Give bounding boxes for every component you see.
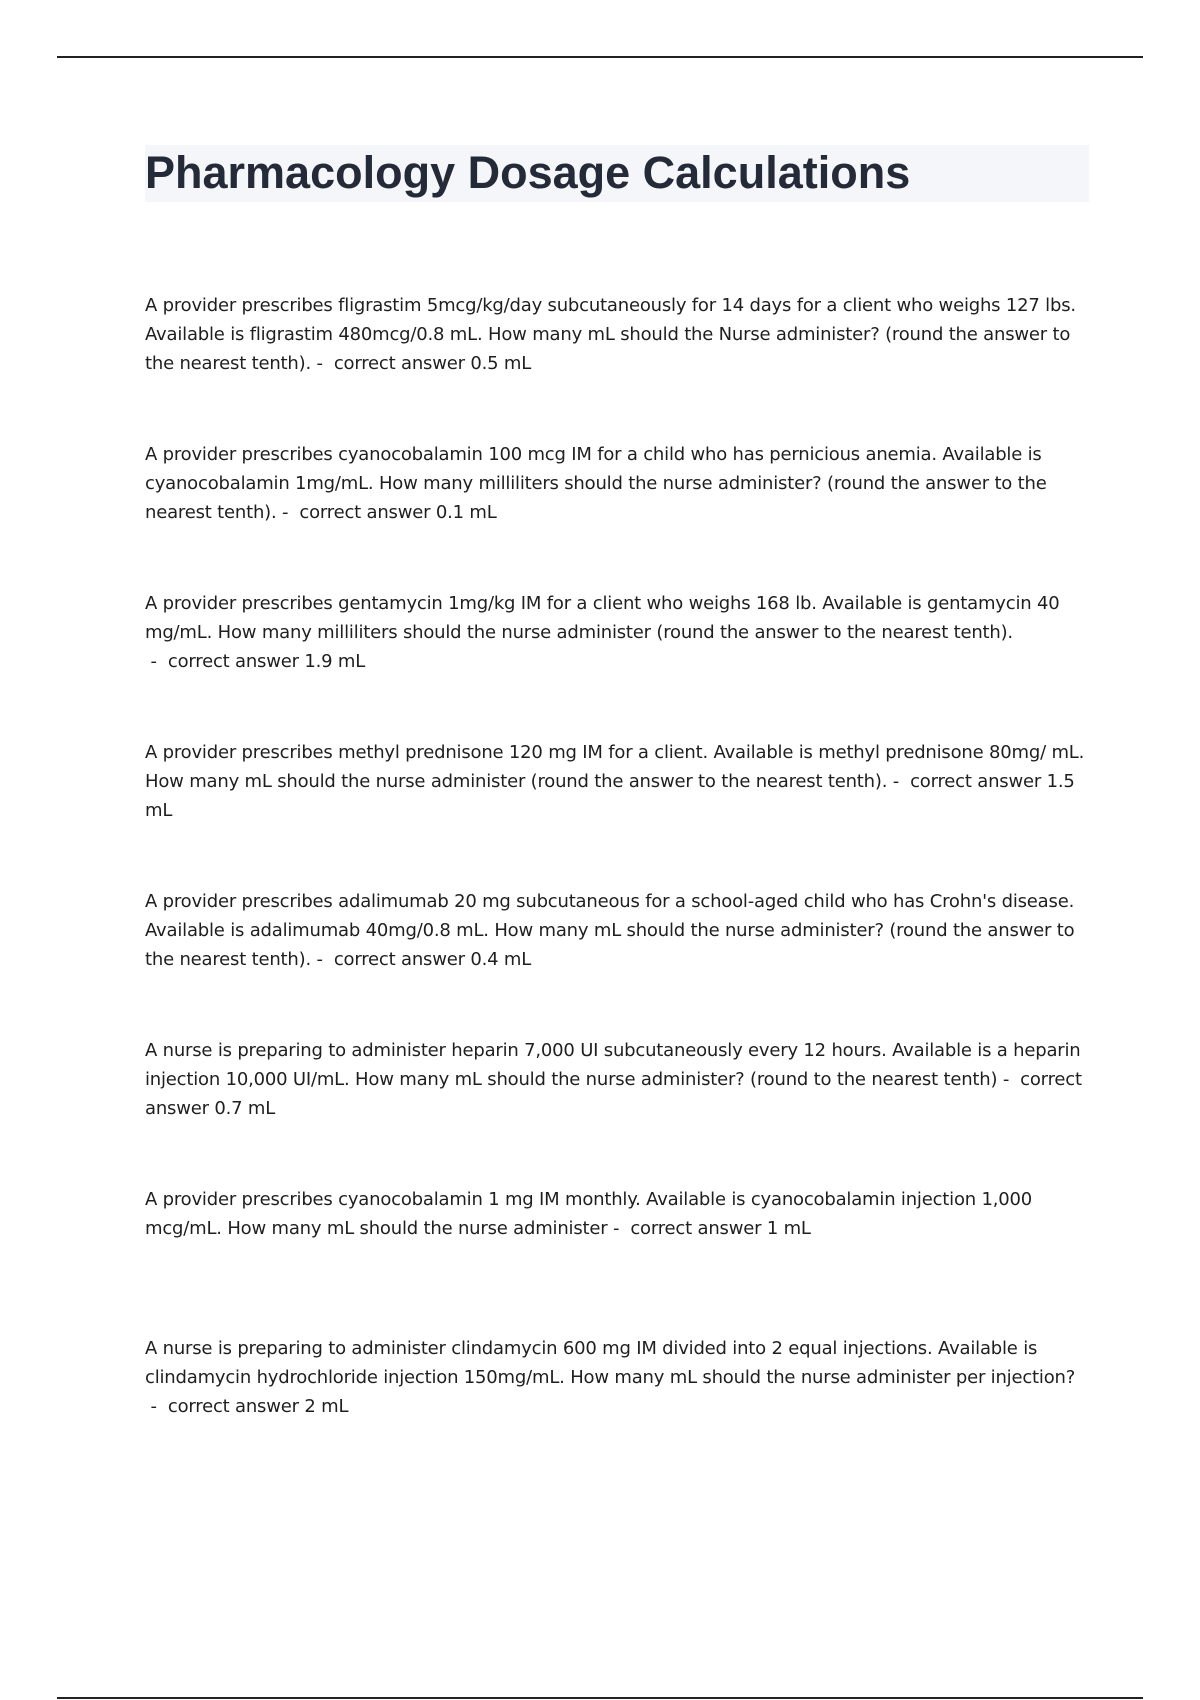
question-text: A provider prescribes adalimumab 20 mg subcutaneous for a school-aged child who has Crohn's disease. Available is adalimumab 40mg/0.8 mL. How many mL should the nurse administer? (round the answer to the nearest tenth). [145,891,1075,970]
answer-text: correct answer 0.7 mL [145,1069,1082,1119]
question-text: A nurse is preparing to administer clindamycin 600 mg IM divided into 2 equal injections. Available is clindamycin hydrochloride injection 150mg/mL. How many mL should the nurse administer per injection? [145,1338,1076,1388]
question-text: A provider prescribes fligrastim 5mcg/kg/day subcutaneously for 14 days for a client who weighs 127 lbs. Available is fligrastim 480mcg/0.8 mL. How many mL should the Nurse administer? (round the answer to the nearest tenth). [145,295,1076,374]
question-paragraph [145,1036,1090,1123]
question-paragraph [145,738,1090,825]
answer-separator: - [607,1218,631,1239]
question-paragraph [145,440,1090,527]
answer-text: correct answer 0.5 mL [333,353,532,374]
question-item [145,1185,1090,1334]
answer-separator: - [145,651,168,672]
question-item [145,1036,1090,1185]
question-paragraph [145,589,1090,676]
answer-text: correct answer 0.1 mL [299,502,497,523]
question-list [145,291,1090,1483]
question-paragraph [145,1185,1090,1243]
bottom-rule [57,1697,1143,1699]
question-text: A provider prescribes gentamycin 1mg/kg IM for a client who weighs 168 lb. Available is gentamycin 40 mg/mL. How many milliliters should the nurse administer (round the answer to the nearest tenth). [145,593,1060,643]
question-text: A nurse is preparing to administer heparin 7,000 UI subcutaneously every 12 hours. Available is a heparin injection 10,000 UI/mL. How many mL should the nurse administer? (round to the nearest tenth) [145,1040,1081,1090]
question-text: A provider prescribes cyanocobalamin 100 mcg IM for a child who has pernicious anemia. Available is cyanocobalamin 1mg/mL. How many milliliters should the nurse administer? (round the answer to the nearest tenth). [145,444,1047,523]
question-item [145,291,1090,440]
question-text: A provider prescribes methyl prednisone 120 mg IM for a client. Available is methyl prednisone 80mg/ mL. How many mL should the nurse administer (round the answer to the nearest tenth). [145,742,1085,792]
question-paragraph [145,1334,1090,1421]
answer-separator: - [276,502,300,523]
answer-separator: - [310,949,334,970]
page-title: Pharmacology Dosage Calculations [145,147,911,198]
question-item [145,887,1090,1036]
answer-text: correct answer 1 mL [630,1218,811,1239]
question-item [145,440,1090,589]
answer-separator: - [145,1396,168,1417]
question-paragraph [145,887,1090,974]
answer-separator: - [310,353,334,374]
question-item [145,1334,1090,1483]
answer-text: correct answer 2 mL [167,1396,349,1417]
answer-text: correct answer 1.9 mL [167,651,366,672]
answer-separator: - [887,771,911,792]
question-item [145,589,1090,738]
answer-separator: - [997,1069,1021,1090]
question-text: A provider prescribes cyanocobalamin 1 mg IM monthly. Available is cyanocobalamin injection 1,000 mcg/mL. How many mL should the nurse administer [145,1189,1033,1239]
question-item [145,738,1090,887]
answer-text: correct answer 0.4 mL [333,949,532,970]
answer-text: correct answer 1.5 mL [145,771,1075,821]
top-rule [57,56,1143,58]
question-paragraph [145,291,1090,378]
